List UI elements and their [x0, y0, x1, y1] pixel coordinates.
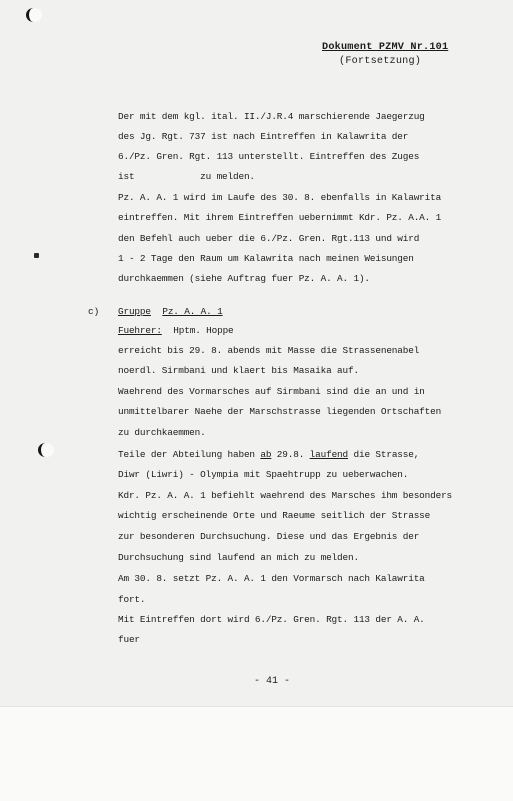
text-line: unmittelbarer Naehe der Marschstrasse liegenden Ortschaften	[118, 406, 442, 417]
text-line: des Jg. Rgt. 737 ist nach Eintreffen in Kalawrita der	[118, 131, 409, 142]
text-line: eintreffen. Mit ihrem Eintreffen uebernimmt Kdr. Pz. A.A. 1	[118, 212, 442, 223]
scan-margin	[0, 706, 513, 801]
page-number: - 41 -	[254, 676, 291, 687]
group-heading	[118, 306, 223, 318]
text-line: 1 - 2 Tage den Raum um Kalawrita nach meinen Weisungen	[118, 253, 414, 264]
text-line: Am 30. 8. setzt Pz. A. A. 1 den Vormarsch nach Kalawrita	[118, 573, 425, 584]
leader-label: Fuehrer:	[118, 325, 162, 336]
surveillance-line: Teile der Abteilung haben ab 29.8. laufend die Strasse,	[118, 449, 420, 460]
text-line: fuer	[118, 634, 140, 645]
text-line: Diwr (Liwri) - Olympia mit Spaehtrupp zu ueberwachen.	[118, 469, 409, 480]
document-reference: Dokument PZMV Nr.101	[322, 42, 449, 53]
text-line: zu durchkaemmen.	[118, 427, 206, 438]
text-line: Waehrend des Vormarsches auf Sirmbani sind die an und in	[118, 386, 425, 397]
text-line: zur besonderen Durchsuchung. Diese und das Ergebnis der	[118, 531, 420, 542]
text-line: erreicht bis 29. 8. abends mit Masse die Strassenenabel	[118, 345, 420, 356]
group-label: Gruppe	[118, 306, 151, 317]
section-marker: c)	[88, 306, 100, 317]
text-line: den Befehl auch ueber die 6./Pz. Gren. Rgt.113 und wird	[118, 233, 420, 244]
leader-line	[118, 325, 234, 337]
punch-hole-top	[28, 8, 42, 22]
leader-value: Hptm. Hoppe	[173, 325, 234, 336]
group-value: Pz. A. A. 1	[162, 306, 223, 317]
text-line: Pz. A. A. 1 wird im Laufe des 30. 8. ebenfalls in Kalawrita	[118, 192, 442, 203]
text-line: Kdr. Pz. A. A. 1 befiehlt waehrend des Marsches ihm besonders	[118, 490, 453, 501]
punch-hole-middle	[40, 443, 54, 457]
text-line: 6./Pz. Gren. Rgt. 113 unterstellt. Eintreffen des Zuges	[118, 151, 420, 162]
continuation-note: (Fortsetzung)	[339, 56, 422, 67]
text-line: noerdl. Sirmbani und klaert bis Masaika auf.	[118, 365, 359, 376]
text-line: Durchsuchung sind laufend an mich zu melden.	[118, 552, 359, 563]
text-line: Mit Eintreffen dort wird 6./Pz. Gren. Rgt. 113 der A. A.	[118, 614, 425, 625]
text-line: ist zu melden.	[118, 171, 255, 182]
scan-speck	[34, 253, 39, 258]
text-line: durchkaemmen (siehe Auftrag fuer Pz. A. A. 1).	[118, 273, 370, 284]
text-line: fort.	[118, 594, 146, 605]
text-line: Der mit dem kgl. ital. II./J.R.4 marschierende Jaegerzug	[118, 111, 425, 122]
text-line: wichtig erscheinende Orte und Raeume seitlich der Strasse	[118, 510, 431, 521]
